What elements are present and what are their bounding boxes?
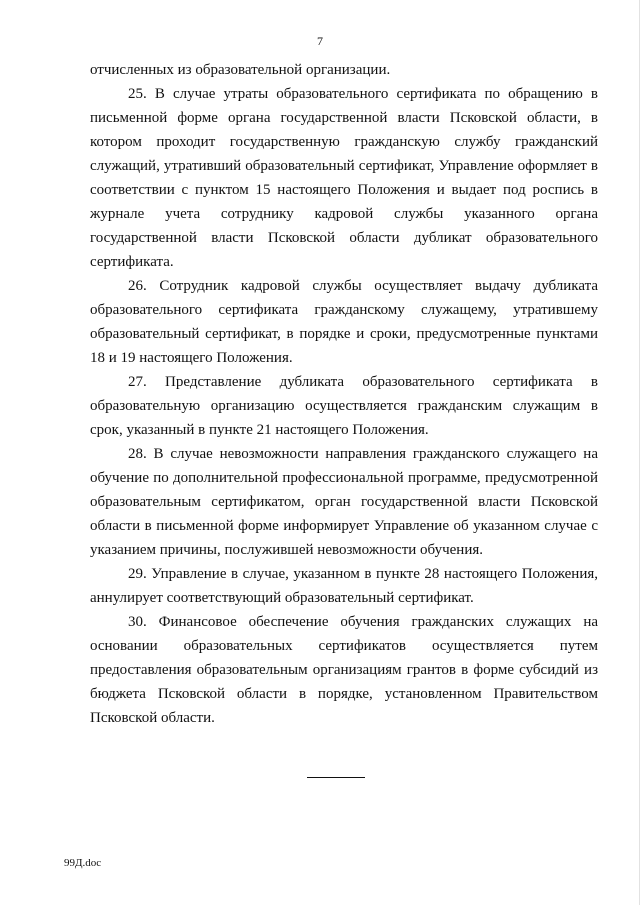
paragraph-25: 25. В случае утраты образовательного сертификата по обращению в письменной форме органа государственной власти Псковской области, в котором проходит государственную гражданскую службу гражданский служащий, утративший образовательный сертификат, Управление оформляет в соответствии с пунктом 15 настоящего Положения и выдает под роспись в журнале учета сотруднику кадровой службы указанного органа государственной власти Псковской области дубликат образовательного сертификата. [90,86,598,270]
paragraph-27: 27. Представление дубликата образовательного сертификата в образовательную организацию осуществляется гражданским служащим в срок, указанный в пункте 21 настоящего Положения. [90,374,598,438]
paragraph-29: 29. Управление в случае, указанном в пункте 28 настоящего Положения, аннулирует соответствующий образовательный сертификат. [90,566,598,606]
document-body [90,58,598,730]
page-number: 7 [317,34,323,48]
paragraph-continuation: отчисленных из образовательной организации. [90,62,391,78]
end-separator-line [307,777,365,778]
paragraph-30: 30. Финансовое обеспечение обучения гражданских служащих на основании образовательных сертификатов осуществляется путем предоставления образовательным организациям грантов в форме субсидий из бюджета Псковской области в порядке, установленном Правительством Псковской области. [90,614,598,726]
paragraph-26: 26. Сотрудник кадровой службы осуществляет выдачу дубликата образовательного сертификата гражданскому служащему, утратившему образовательный сертификат, в порядке и сроки, предусмотренные пунктами 18 и 19 настоящего Положения. [90,278,598,366]
file-name-footer: 99Д.doc [64,857,102,869]
paragraph-28: 28. В случае невозможности направления гражданского служащего на обучение по дополнительной профессиональной программе, предусмотренной образовательным сертификатом, орган государственной власти Псковской области в письменной форме информирует Управление об указанном случае с указанием причины, послужившей невозможности обучения. [90,446,598,558]
paragraph-list [90,82,598,730]
